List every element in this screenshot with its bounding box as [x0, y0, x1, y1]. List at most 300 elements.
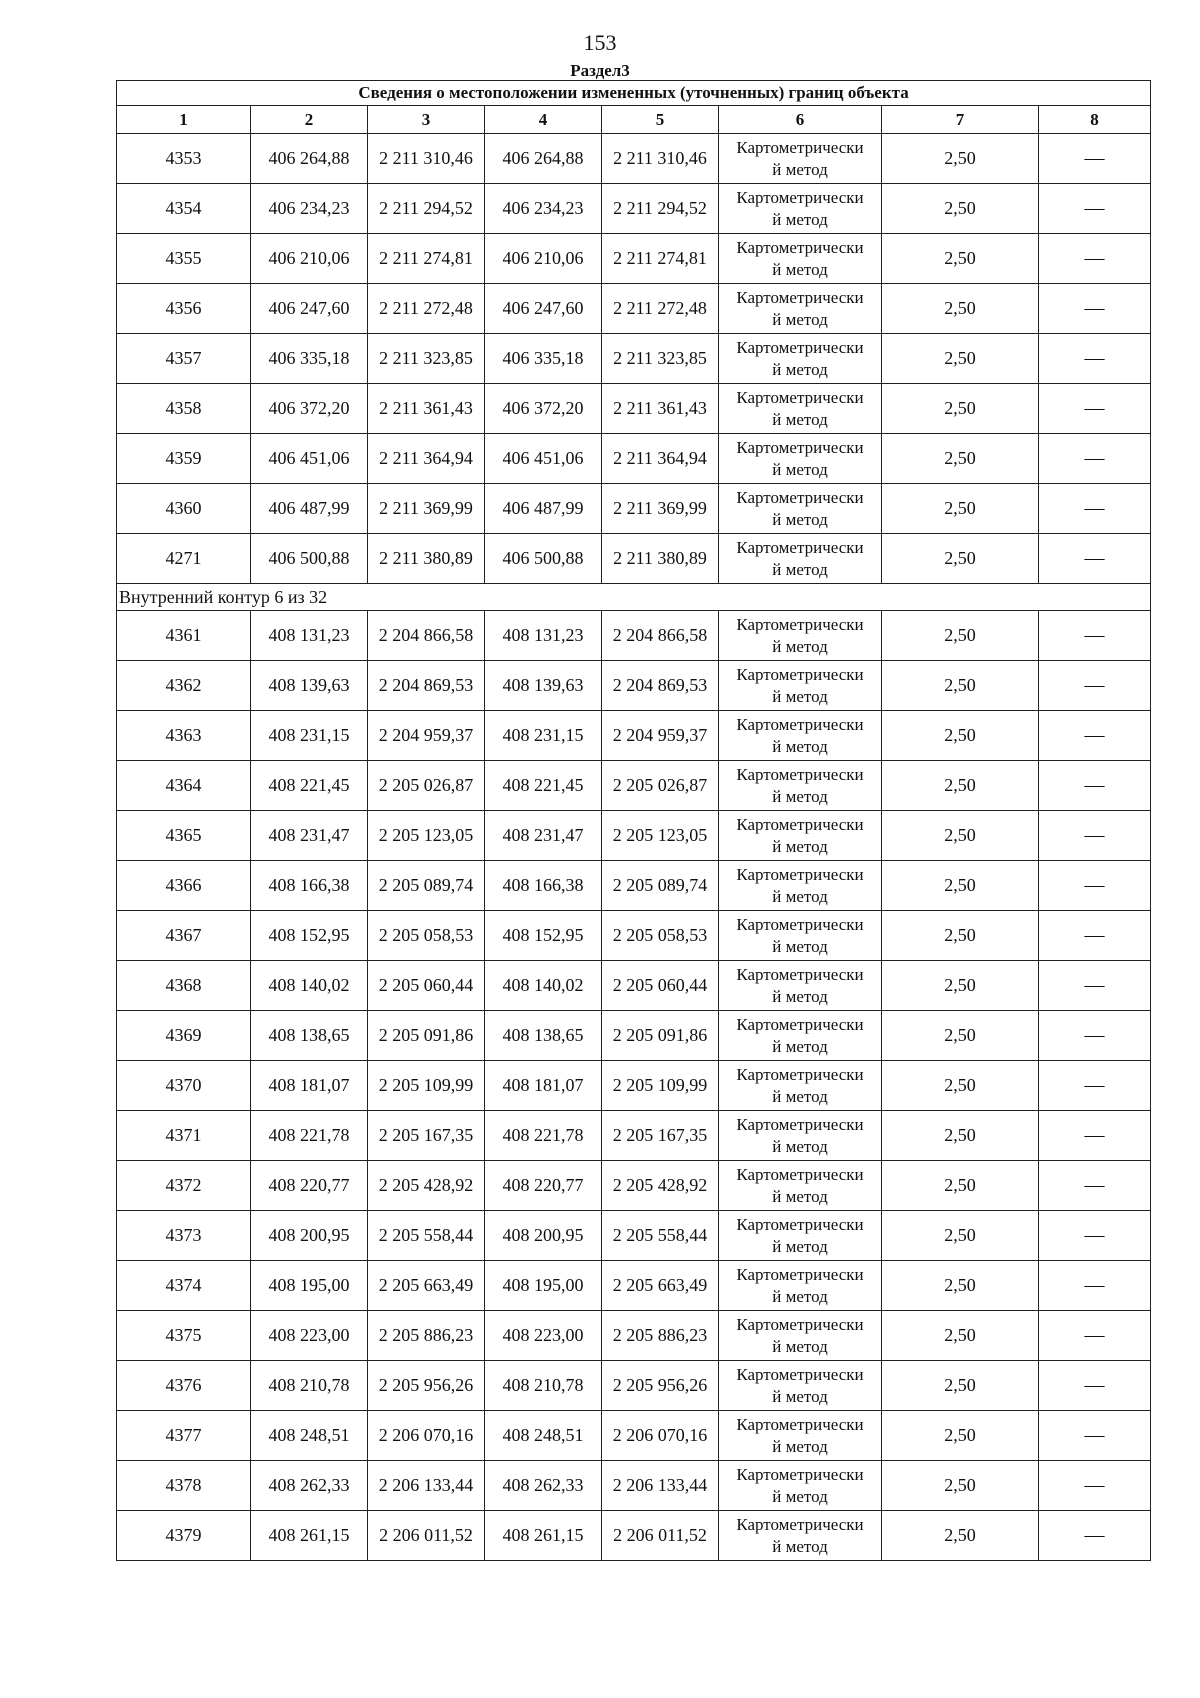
x-coordinate-cell: 406 335,18: [251, 334, 368, 384]
method-text-line2: й метод: [772, 1186, 828, 1206]
table-row: [117, 661, 1151, 711]
method-text-line2: й метод: [772, 409, 828, 429]
column-header: 7: [882, 106, 1039, 134]
y-coordinate-cell: 2 211 310,46: [368, 134, 485, 184]
x-coordinate-cell: 406 210,06: [251, 234, 368, 284]
method-cell: [719, 1211, 882, 1261]
x-coordinate-cell: 406 451,06: [251, 434, 368, 484]
y-coordinate-cell: 2 205 089,74: [602, 861, 719, 911]
x-coordinate-cell: 408 140,02: [485, 961, 602, 1011]
y-coordinate-cell: 2 211 323,85: [602, 334, 719, 384]
method-text-line2: й метод: [772, 309, 828, 329]
method-cell: [719, 661, 882, 711]
method-text-line2: й метод: [772, 836, 828, 856]
precision-cell: 2,50: [882, 484, 1039, 534]
point-number-cell: 4366: [117, 861, 251, 911]
method-cell: [719, 811, 882, 861]
y-coordinate-cell: 2 204 959,37: [602, 711, 719, 761]
x-coordinate-cell: 408 139,63: [251, 661, 368, 711]
y-coordinate-cell: 2 204 869,53: [602, 661, 719, 711]
method-cell: [719, 134, 882, 184]
dash-cell: —: [1039, 1111, 1151, 1161]
point-number-cell: 4362: [117, 661, 251, 711]
method-text-line1: Картометрически: [736, 864, 864, 884]
y-coordinate-cell: 2 211 294,52: [602, 184, 719, 234]
y-coordinate-cell: 2 211 294,52: [368, 184, 485, 234]
precision-cell: 2,50: [882, 1511, 1039, 1561]
method-text-line1: Картометрически: [736, 1314, 864, 1334]
dash-cell: —: [1039, 611, 1151, 661]
point-number-cell: 4372: [117, 1161, 251, 1211]
point-number-cell: 4373: [117, 1211, 251, 1261]
method-text-line2: й метод: [772, 886, 828, 906]
x-coordinate-cell: 406 335,18: [485, 334, 602, 384]
y-coordinate-cell: 2 211 274,81: [368, 234, 485, 284]
precision-cell: 2,50: [882, 611, 1039, 661]
x-coordinate-cell: 408 261,15: [251, 1511, 368, 1561]
precision-cell: 2,50: [882, 1461, 1039, 1511]
y-coordinate-cell: 2 204 869,53: [368, 661, 485, 711]
point-number-cell: 4370: [117, 1061, 251, 1111]
point-number-cell: 4368: [117, 961, 251, 1011]
y-coordinate-cell: 2 205 060,44: [368, 961, 485, 1011]
precision-cell: 2,50: [882, 1011, 1039, 1061]
x-coordinate-cell: 406 234,23: [485, 184, 602, 234]
method-text-line2: й метод: [772, 159, 828, 179]
x-coordinate-cell: 406 500,88: [485, 534, 602, 584]
x-coordinate-cell: 408 221,45: [251, 761, 368, 811]
x-coordinate-cell: 408 131,23: [485, 611, 602, 661]
dash-cell: —: [1039, 1311, 1151, 1361]
method-text-line2: й метод: [772, 209, 828, 229]
column-header: 5: [602, 106, 719, 134]
y-coordinate-cell: 2 205 663,49: [368, 1261, 485, 1311]
point-number-cell: 4271: [117, 534, 251, 584]
method-cell: [719, 1061, 882, 1111]
x-coordinate-cell: 408 248,51: [251, 1411, 368, 1461]
y-coordinate-cell: 2 211 380,89: [602, 534, 719, 584]
method-cell: [719, 1111, 882, 1161]
precision-cell: 2,50: [882, 1161, 1039, 1211]
table-row: [117, 234, 1151, 284]
method-cell: [719, 334, 882, 384]
method-cell: [719, 184, 882, 234]
dash-cell: —: [1039, 1411, 1151, 1461]
column-header: 6: [719, 106, 882, 134]
precision-cell: 2,50: [882, 1311, 1039, 1361]
point-number-cell: 4364: [117, 761, 251, 811]
point-number-cell: 4358: [117, 384, 251, 434]
y-coordinate-cell: 2 211 369,99: [602, 484, 719, 534]
method-text-line2: й метод: [772, 1086, 828, 1106]
method-text-line1: Картометрически: [736, 487, 864, 507]
y-coordinate-cell: 2 205 109,99: [602, 1061, 719, 1111]
precision-cell: 2,50: [882, 434, 1039, 484]
table-row: [117, 1361, 1151, 1411]
page-number: 153: [583, 30, 617, 55]
method-cell: [719, 761, 882, 811]
y-coordinate-cell: 2 205 956,26: [368, 1361, 485, 1411]
y-coordinate-cell: 2 205 167,35: [368, 1111, 485, 1161]
table-row: [117, 1211, 1151, 1261]
y-coordinate-cell: 2 205 663,49: [602, 1261, 719, 1311]
precision-cell: 2,50: [882, 1111, 1039, 1161]
point-number-cell: 4378: [117, 1461, 251, 1511]
point-number-cell: 4353: [117, 134, 251, 184]
point-number-cell: 4369: [117, 1011, 251, 1061]
point-number-cell: 4359: [117, 434, 251, 484]
method-text-line2: й метод: [772, 686, 828, 706]
dash-cell: —: [1039, 1161, 1151, 1211]
method-cell: [719, 1311, 882, 1361]
method-text-line1: Картометрически: [736, 237, 864, 257]
table-row: [117, 1511, 1151, 1561]
x-coordinate-cell: 408 181,07: [485, 1061, 602, 1111]
point-number-cell: 4377: [117, 1411, 251, 1461]
boundary-coordinates-table: [116, 80, 1151, 1561]
dash-cell: —: [1039, 1511, 1151, 1561]
point-number-cell: 4357: [117, 334, 251, 384]
method-text-line1: Картометрически: [736, 187, 864, 207]
table-row: [117, 761, 1151, 811]
method-cell: [719, 1511, 882, 1561]
y-coordinate-cell: 2 206 070,16: [368, 1411, 485, 1461]
x-coordinate-cell: 408 210,78: [251, 1361, 368, 1411]
method-cell: [719, 1011, 882, 1061]
x-coordinate-cell: 408 138,65: [251, 1011, 368, 1061]
method-text-line1: Картометрически: [736, 764, 864, 784]
y-coordinate-cell: 2 205 428,92: [368, 1161, 485, 1211]
method-text-line2: й метод: [772, 509, 828, 529]
x-coordinate-cell: 406 264,88: [251, 134, 368, 184]
column-header: 4: [485, 106, 602, 134]
dash-cell: —: [1039, 434, 1151, 484]
y-coordinate-cell: 2 206 133,44: [368, 1461, 485, 1511]
x-coordinate-cell: 406 372,20: [251, 384, 368, 434]
method-cell: [719, 961, 882, 1011]
dash-cell: —: [1039, 761, 1151, 811]
table-row: [117, 711, 1151, 761]
method-cell: [719, 284, 882, 334]
point-number-cell: 4354: [117, 184, 251, 234]
precision-cell: 2,50: [882, 334, 1039, 384]
dash-cell: —: [1039, 911, 1151, 961]
y-coordinate-cell: 2 206 011,52: [368, 1511, 485, 1561]
table-row: [117, 961, 1151, 1011]
method-cell: [719, 711, 882, 761]
method-text-line2: й метод: [772, 1136, 828, 1156]
y-coordinate-cell: 2 205 886,23: [368, 1311, 485, 1361]
x-coordinate-cell: 406 487,99: [251, 484, 368, 534]
y-coordinate-cell: 2 205 167,35: [602, 1111, 719, 1161]
precision-cell: 2,50: [882, 711, 1039, 761]
method-text-line1: Картометрически: [736, 337, 864, 357]
point-number-cell: 4361: [117, 611, 251, 661]
table-row: [117, 334, 1151, 384]
method-text-line1: Картометрически: [736, 1064, 864, 1084]
method-text-line2: й метод: [772, 786, 828, 806]
dash-cell: —: [1039, 1011, 1151, 1061]
dash-cell: —: [1039, 234, 1151, 284]
y-coordinate-cell: 2 204 959,37: [368, 711, 485, 761]
table-row: [117, 484, 1151, 534]
y-coordinate-cell: 2 205 026,87: [602, 761, 719, 811]
y-coordinate-cell: 2 204 866,58: [602, 611, 719, 661]
y-coordinate-cell: 2 211 272,48: [602, 284, 719, 334]
dash-cell: —: [1039, 284, 1151, 334]
x-coordinate-cell: 408 262,33: [485, 1461, 602, 1511]
table-row: [117, 1411, 1151, 1461]
method-cell: [719, 861, 882, 911]
y-coordinate-cell: 2 211 323,85: [368, 334, 485, 384]
x-coordinate-cell: 408 139,63: [485, 661, 602, 711]
contour-label-row: [117, 584, 1151, 611]
y-coordinate-cell: 2 205 058,53: [368, 911, 485, 961]
point-number-cell: 4374: [117, 1261, 251, 1311]
point-number-cell: 4367: [117, 911, 251, 961]
point-number-cell: 4371: [117, 1111, 251, 1161]
method-cell: [719, 611, 882, 661]
point-number-cell: 4365: [117, 811, 251, 861]
method-text-line1: Картометрически: [736, 964, 864, 984]
dash-cell: —: [1039, 661, 1151, 711]
method-text-line1: Картометрически: [736, 1164, 864, 1184]
method-cell: [719, 484, 882, 534]
y-coordinate-cell: 2 211 361,43: [368, 384, 485, 434]
method-text-line2: й метод: [772, 1286, 828, 1306]
column-header: 1: [117, 106, 251, 134]
y-coordinate-cell: 2 205 123,05: [602, 811, 719, 861]
precision-cell: 2,50: [882, 861, 1039, 911]
x-coordinate-cell: 408 152,95: [251, 911, 368, 961]
method-text-line2: й метод: [772, 259, 828, 279]
x-coordinate-cell: 406 210,06: [485, 234, 602, 284]
y-coordinate-cell: 2 211 272,48: [368, 284, 485, 334]
method-text-line1: Картометрически: [736, 1214, 864, 1234]
y-coordinate-cell: 2 206 133,44: [602, 1461, 719, 1511]
precision-cell: 2,50: [882, 1211, 1039, 1261]
x-coordinate-cell: 408 261,15: [485, 1511, 602, 1561]
method-text-line2: й метод: [772, 1236, 828, 1256]
x-coordinate-cell: 408 140,02: [251, 961, 368, 1011]
y-coordinate-cell: 2 206 011,52: [602, 1511, 719, 1561]
x-coordinate-cell: 408 262,33: [251, 1461, 368, 1511]
point-number-cell: 4363: [117, 711, 251, 761]
y-coordinate-cell: 2 211 310,46: [602, 134, 719, 184]
method-text-line1: Картометрически: [736, 1014, 864, 1034]
precision-cell: 2,50: [882, 1061, 1039, 1111]
table-row: [117, 284, 1151, 334]
precision-cell: 2,50: [882, 234, 1039, 284]
method-cell: [719, 1261, 882, 1311]
y-coordinate-cell: 2 205 109,99: [368, 1061, 485, 1111]
method-text-line1: Картометрически: [736, 387, 864, 407]
method-text-line2: й метод: [772, 559, 828, 579]
x-coordinate-cell: 408 195,00: [251, 1261, 368, 1311]
dash-cell: —: [1039, 1261, 1151, 1311]
table-row: [117, 811, 1151, 861]
method-text-line2: й метод: [772, 986, 828, 1006]
x-coordinate-cell: 408 221,78: [251, 1111, 368, 1161]
precision-cell: 2,50: [882, 1361, 1039, 1411]
x-coordinate-cell: 408 200,95: [485, 1211, 602, 1261]
method-text-line2: й метод: [772, 459, 828, 479]
x-coordinate-cell: 408 221,78: [485, 1111, 602, 1161]
x-coordinate-cell: 408 200,95: [251, 1211, 368, 1261]
x-coordinate-cell: 408 231,47: [485, 811, 602, 861]
method-text-line2: й метод: [772, 936, 828, 956]
method-cell: [719, 1361, 882, 1411]
table-row: [117, 1261, 1151, 1311]
method-text-line1: Картометрически: [736, 1364, 864, 1384]
method-text-line1: Картометрически: [736, 437, 864, 457]
x-coordinate-cell: 408 152,95: [485, 911, 602, 961]
y-coordinate-cell: 2 206 070,16: [602, 1411, 719, 1461]
precision-cell: 2,50: [882, 184, 1039, 234]
x-coordinate-cell: 408 223,00: [485, 1311, 602, 1361]
table-row: [117, 1311, 1151, 1361]
x-coordinate-cell: 408 231,15: [485, 711, 602, 761]
y-coordinate-cell: 2 211 361,43: [602, 384, 719, 434]
table-row: [117, 1011, 1151, 1061]
method-text-line2: й метод: [772, 736, 828, 756]
point-number-cell: 4355: [117, 234, 251, 284]
x-coordinate-cell: 406 234,23: [251, 184, 368, 234]
y-coordinate-cell: 2 205 058,53: [602, 911, 719, 961]
y-coordinate-cell: 2 205 026,87: [368, 761, 485, 811]
method-text-line1: Картометрически: [736, 1464, 864, 1484]
table-row: [117, 434, 1151, 484]
column-header: 3: [368, 106, 485, 134]
precision-cell: 2,50: [882, 1411, 1039, 1461]
dash-cell: —: [1039, 384, 1151, 434]
x-coordinate-cell: 406 487,99: [485, 484, 602, 534]
table-row: [117, 184, 1151, 234]
y-coordinate-cell: 2 205 091,86: [602, 1011, 719, 1061]
x-coordinate-cell: 408 231,15: [251, 711, 368, 761]
x-coordinate-cell: 406 247,60: [485, 284, 602, 334]
x-coordinate-cell: 408 221,45: [485, 761, 602, 811]
y-coordinate-cell: 2 205 558,44: [368, 1211, 485, 1261]
y-coordinate-cell: 2 205 089,74: [368, 861, 485, 911]
x-coordinate-cell: 408 210,78: [485, 1361, 602, 1411]
method-text-line1: Картометрически: [736, 714, 864, 734]
table-row: [117, 134, 1151, 184]
table-row: [117, 1061, 1151, 1111]
y-coordinate-cell: 2 211 274,81: [602, 234, 719, 284]
table-row: [117, 1161, 1151, 1211]
dash-cell: —: [1039, 1061, 1151, 1111]
method-text-line1: Картометрически: [736, 1264, 864, 1284]
x-coordinate-cell: 406 451,06: [485, 434, 602, 484]
x-coordinate-cell: 408 166,38: [485, 861, 602, 911]
method-text-line2: й метод: [772, 1386, 828, 1406]
point-number-cell: 4356: [117, 284, 251, 334]
point-number-cell: 4376: [117, 1361, 251, 1411]
dash-cell: —: [1039, 534, 1151, 584]
x-coordinate-cell: 406 264,88: [485, 134, 602, 184]
dash-cell: —: [1039, 961, 1151, 1011]
contour-label: Внутренний контур 6 из 32: [117, 584, 1151, 611]
dash-cell: —: [1039, 334, 1151, 384]
method-cell: [719, 1411, 882, 1461]
method-cell: [719, 384, 882, 434]
method-text-line2: й метод: [772, 1436, 828, 1456]
method-cell: [719, 911, 882, 961]
method-text-line2: й метод: [772, 1536, 828, 1556]
x-coordinate-cell: 408 195,00: [485, 1261, 602, 1311]
dash-cell: —: [1039, 861, 1151, 911]
dash-cell: —: [1039, 1211, 1151, 1261]
method-text-line2: й метод: [772, 359, 828, 379]
method-text-line1: Картометрически: [736, 814, 864, 834]
precision-cell: 2,50: [882, 284, 1039, 334]
table-row: [117, 534, 1151, 584]
table-row: [117, 1111, 1151, 1161]
method-text-line1: Картометрически: [736, 287, 864, 307]
y-coordinate-cell: 2 205 060,44: [602, 961, 719, 1011]
x-coordinate-cell: 408 181,07: [251, 1061, 368, 1111]
method-text-line1: Картометрически: [736, 914, 864, 934]
precision-cell: 2,50: [882, 534, 1039, 584]
column-header-row: [117, 106, 1151, 134]
x-coordinate-cell: 406 500,88: [251, 534, 368, 584]
x-coordinate-cell: 408 166,38: [251, 861, 368, 911]
y-coordinate-cell: 2 211 364,94: [368, 434, 485, 484]
method-cell: [719, 1161, 882, 1211]
method-text-line1: Картометрически: [736, 664, 864, 684]
dash-cell: —: [1039, 484, 1151, 534]
x-coordinate-cell: 408 223,00: [251, 1311, 368, 1361]
point-number-cell: 4360: [117, 484, 251, 534]
column-header: 2: [251, 106, 368, 134]
precision-cell: 2,50: [882, 1261, 1039, 1311]
x-coordinate-cell: 408 138,65: [485, 1011, 602, 1061]
method-text-line2: й метод: [772, 1336, 828, 1356]
precision-cell: 2,50: [882, 661, 1039, 711]
y-coordinate-cell: 2 211 364,94: [602, 434, 719, 484]
dash-cell: —: [1039, 1361, 1151, 1411]
method-text-line1: Картометрически: [736, 1414, 864, 1434]
method-text-line1: Картометрически: [736, 614, 864, 634]
method-text-line1: Картометрически: [736, 137, 864, 157]
y-coordinate-cell: 2 205 428,92: [602, 1161, 719, 1211]
method-text-line2: й метод: [772, 1486, 828, 1506]
x-coordinate-cell: 408 231,47: [251, 811, 368, 861]
method-cell: [719, 534, 882, 584]
table-row: [117, 611, 1151, 661]
method-text-line1: Картометрически: [736, 1114, 864, 1134]
method-text-line1: Картометрически: [736, 1514, 864, 1534]
dash-cell: —: [1039, 1461, 1151, 1511]
y-coordinate-cell: 2 211 369,99: [368, 484, 485, 534]
y-coordinate-cell: 2 205 886,23: [602, 1311, 719, 1361]
y-coordinate-cell: 2 205 956,26: [602, 1361, 719, 1411]
table-row: [117, 384, 1151, 434]
table-caption-row: [117, 81, 1151, 106]
dash-cell: —: [1039, 711, 1151, 761]
x-coordinate-cell: 406 372,20: [485, 384, 602, 434]
y-coordinate-cell: 2 205 558,44: [602, 1211, 719, 1261]
point-number-cell: 4375: [117, 1311, 251, 1361]
y-coordinate-cell: 2 204 866,58: [368, 611, 485, 661]
dash-cell: —: [1039, 134, 1151, 184]
x-coordinate-cell: 408 220,77: [485, 1161, 602, 1211]
y-coordinate-cell: 2 205 123,05: [368, 811, 485, 861]
precision-cell: 2,50: [882, 761, 1039, 811]
x-coordinate-cell: 408 131,23: [251, 611, 368, 661]
precision-cell: 2,50: [882, 811, 1039, 861]
